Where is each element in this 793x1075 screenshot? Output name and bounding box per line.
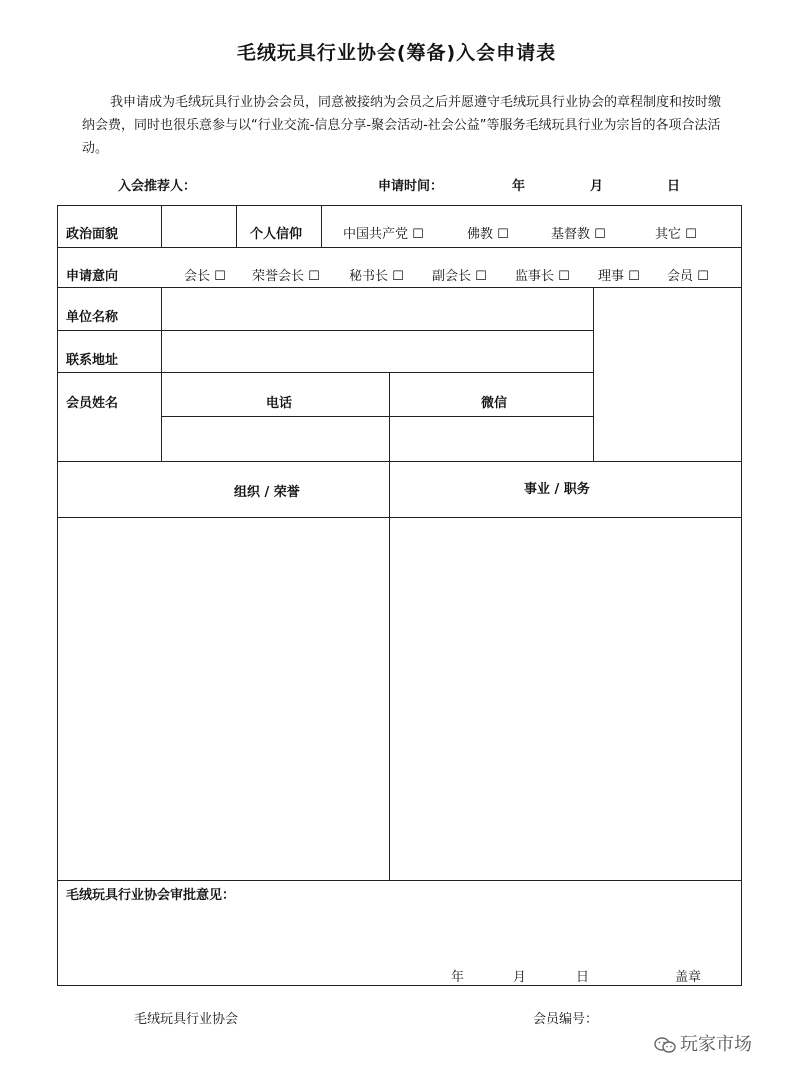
career-field[interactable] — [390, 518, 741, 880]
unit-label: 单位名称 — [66, 310, 119, 325]
address-label: 联系地址 — [66, 353, 119, 368]
intent-option-member[interactable]: 会员 ☐ — [667, 269, 709, 284]
career-header: 事业 / 职务 — [524, 482, 590, 497]
wechat-icon — [654, 1036, 676, 1054]
recommender-field[interactable] — [205, 172, 365, 192]
phone-field[interactable] — [162, 417, 389, 461]
political-field[interactable] — [162, 206, 236, 247]
row-line — [57, 880, 742, 881]
member-no-field[interactable] — [600, 1005, 720, 1025]
seal-label: 盖章 — [675, 970, 702, 985]
phone-label: 电话 — [266, 396, 293, 411]
intent-option-honorary-president[interactable]: 荣誉会长 ☐ — [252, 269, 320, 284]
footer-org-name: 毛绒玩具行业协会 — [134, 1012, 239, 1027]
approval-label: 毛绒玩具行业协会审批意见： — [66, 888, 236, 903]
belief-option-buddhism[interactable]: 佛教 ☐ — [467, 227, 509, 242]
form-border-bottom — [57, 985, 742, 986]
belief-option-christianity[interactable]: 基督教 ☐ — [551, 227, 606, 242]
row-line — [57, 372, 593, 373]
watermark-text: 玩家市场 — [680, 1034, 752, 1055]
col-line — [321, 205, 322, 247]
watermark — [654, 1030, 752, 1056]
intent-option-secretary-general[interactable]: 秘书长 ☐ — [349, 269, 404, 284]
apply-month-label: 月 — [590, 179, 604, 194]
belief-label: 个人信仰 — [250, 227, 303, 242]
intro-paragraph: 我申请成为毛绒玩具行业协会会员，同意被接纳为会员之后并愿遵守毛绒玩具行业协会的章程制度和按时缴纳会费，同时也很乐意参与以“行业交流-信息分享-聚会活动-社会公益”等服务毛绒玩具行业为宗旨的各项合法活动。 — [82, 95, 722, 156]
apply-year-label: 年 — [512, 179, 526, 194]
intent-option-vice-president[interactable]: 副会长 ☐ — [432, 269, 487, 284]
unit-field[interactable] — [162, 288, 593, 330]
form-border-right — [741, 205, 742, 986]
intent-option-director[interactable]: 理事 ☐ — [598, 269, 640, 284]
member-no-label: 会员编号： — [533, 1012, 599, 1027]
org-honor-header: 组织 / 荣誉 — [234, 485, 300, 500]
address-field[interactable] — [162, 331, 593, 372]
member-name-label: 会员姓名 — [66, 396, 119, 411]
row-line — [57, 461, 742, 462]
approval-year-label: 年 — [451, 970, 465, 985]
apply-day-label: 日 — [667, 179, 681, 194]
political-label: 政治面貌 — [66, 227, 119, 242]
org-honor-field[interactable] — [58, 518, 389, 880]
col-line — [236, 205, 237, 247]
wechat-label: 微信 — [481, 396, 508, 411]
row-line — [57, 247, 742, 248]
wechat-field[interactable] — [390, 417, 593, 461]
approval-month-label: 月 — [513, 970, 527, 985]
page-title: 毛绒玩具行业协会(筹备)入会申请表 — [236, 42, 557, 64]
intent-label: 申请意向 — [66, 269, 119, 284]
member-name-field[interactable] — [58, 417, 161, 461]
intent-option-president[interactable]: 会长 ☐ — [184, 269, 226, 284]
form-border-top — [57, 205, 742, 206]
photo-box[interactable] — [594, 288, 741, 461]
approval-day-label: 日 — [576, 970, 590, 985]
apply-time-label: 申请时间： — [378, 179, 444, 194]
recommender-label: 入会推荐人： — [118, 179, 197, 194]
belief-option-ccp[interactable]: 中国共产党 ☐ — [343, 227, 424, 242]
approval-field[interactable] — [58, 902, 741, 962]
belief-option-other[interactable]: 其它 ☐ — [655, 227, 697, 242]
intent-option-chief-supervisor[interactable]: 监事长 ☐ — [515, 269, 570, 284]
